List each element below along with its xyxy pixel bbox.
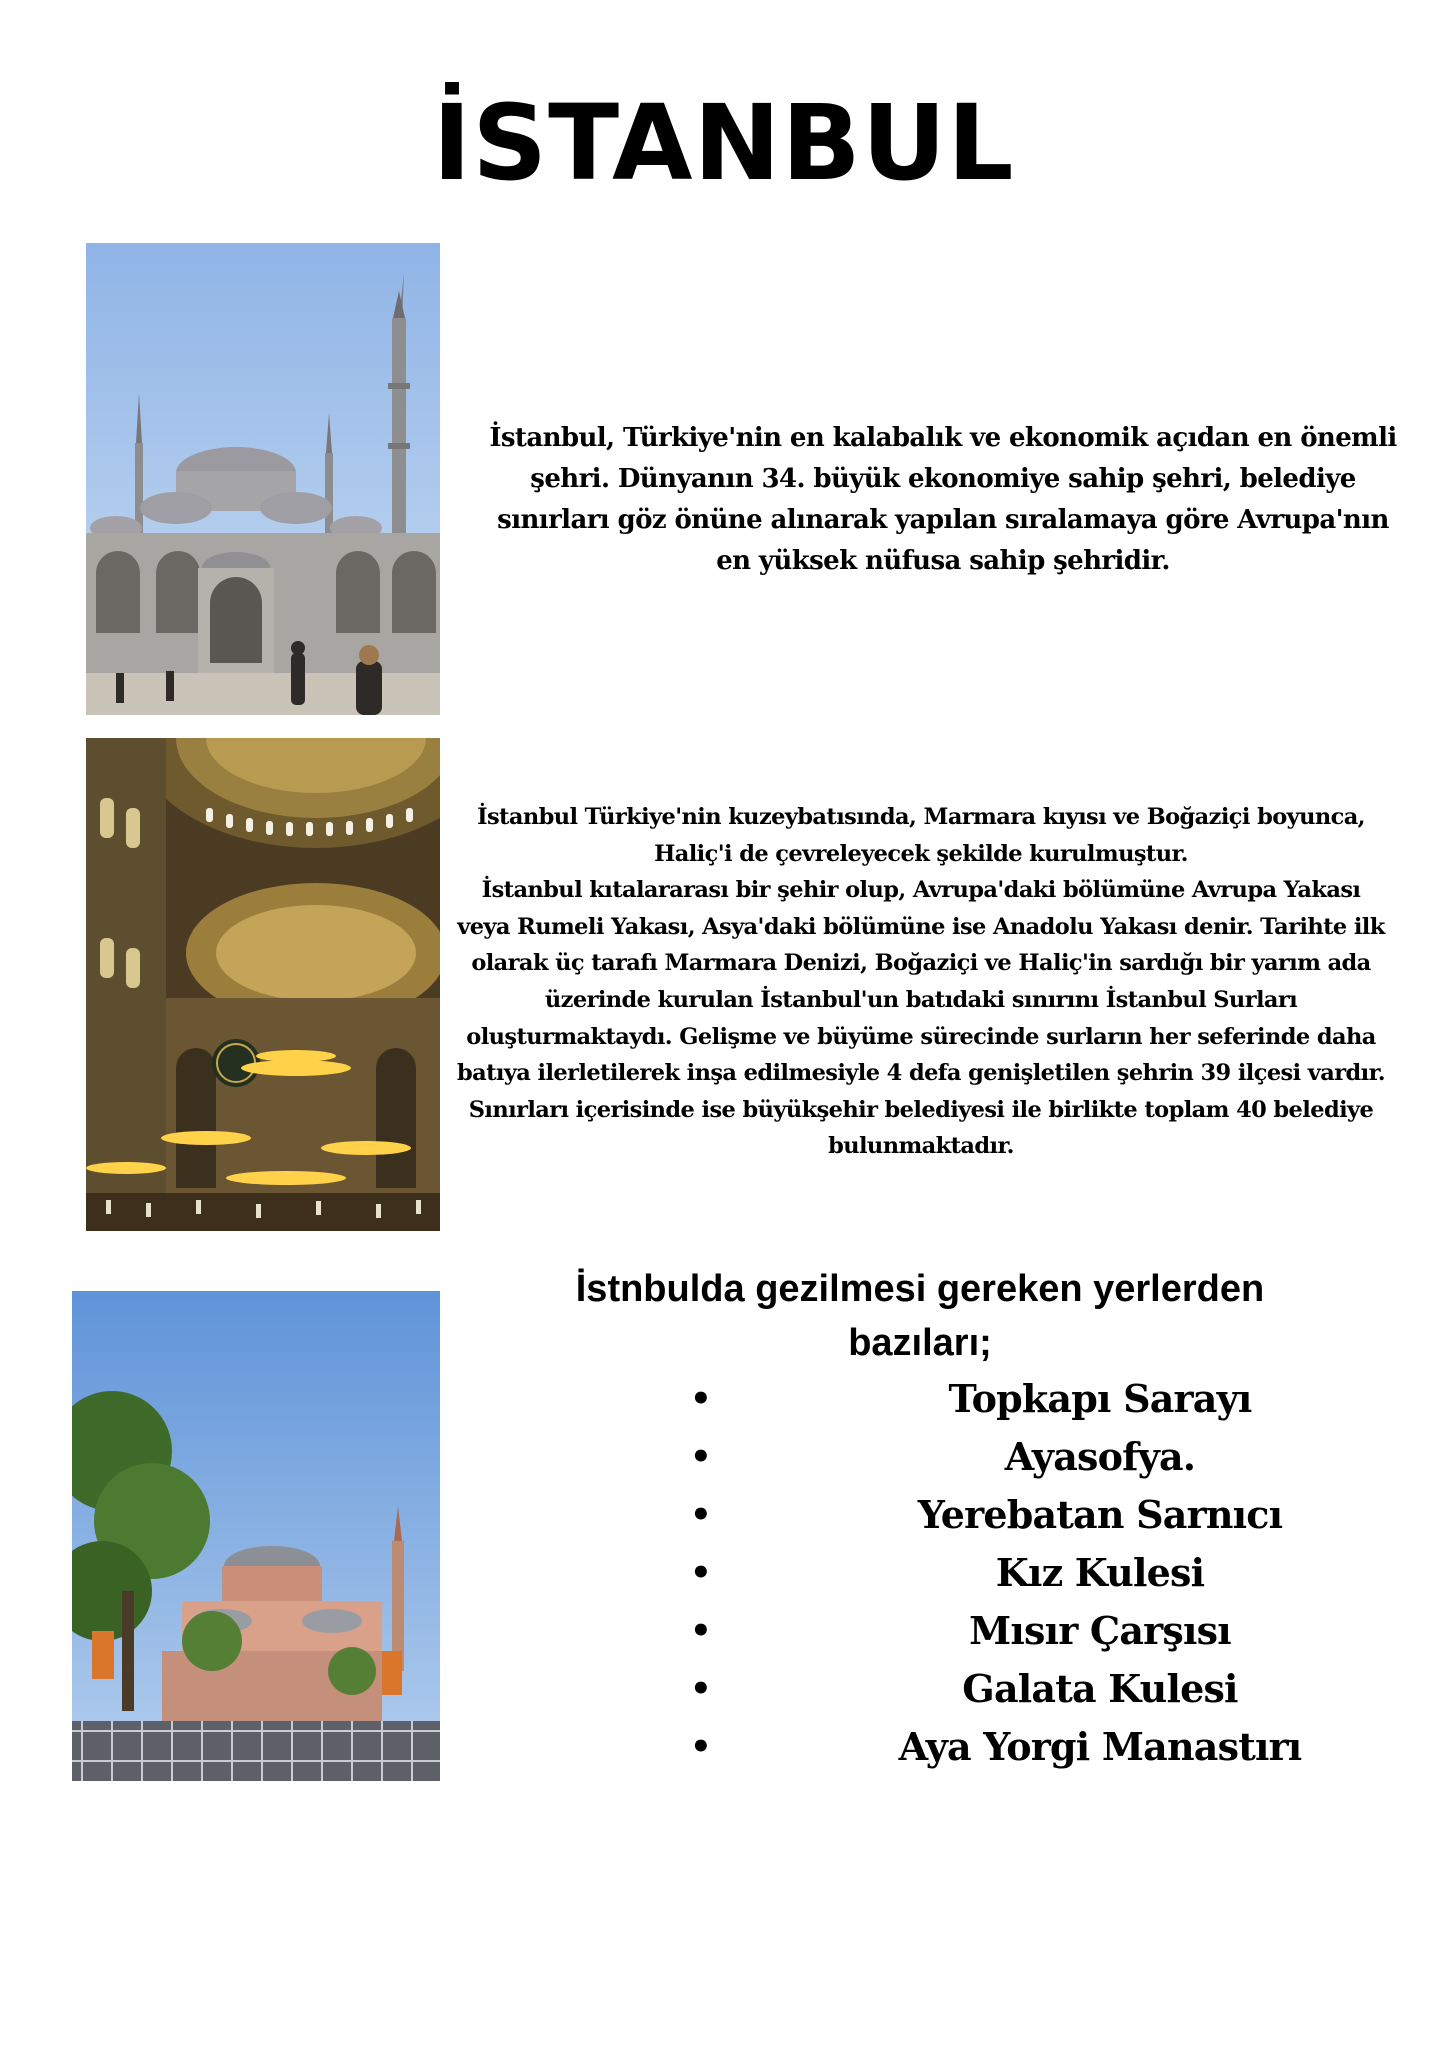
- list-item: [690, 1486, 1447, 1544]
- hagia-sophia-exterior-photo: [72, 1291, 440, 1781]
- list-item: [690, 1370, 1447, 1428]
- bullet-icon: •: [690, 1727, 711, 1767]
- page-title: İSTANBUL: [432, 82, 1015, 204]
- place-name: Mısır Çarşısı: [969, 1608, 1231, 1653]
- intro-paragraph: İstanbul, Türkiye'nin en kalabalık ve ekonomik açıdan en önemli şehri. Dünyanın 34. büyük ekonomiye sahip şehri, belediye sınırları göz önüne alınarak yapılan sıralamaya göre Avrupa'nın en yüksek nüfusa sahip şehridir.: [489, 423, 1397, 576]
- list-item: [690, 1718, 1447, 1776]
- mosque-courtyard-photo: [86, 243, 440, 715]
- place-name: Kız Kulesi: [995, 1550, 1205, 1595]
- history-paragraph-line: İstanbul kıtalararası bir şehir olup, Avrupa'daki bölümüne Avrupa Yakası veya Rumeli Yakası, Asya'daki bölümüne ise Anadolu Yakası denir. Tarihte ilk olarak üç tarafı Marmara Denizi, Boğaziçi ve Haliç'in sardığı bir yarım ada üzerinde kurulan İstanbul'un batıdaki sınırını İstanbul Surları oluşturmaktaydı. Gelişme ve büyüme sürecinde surların her seferinde daha batıya ilerletilerek inşa edilmesiyle 4 defa genişletilen şehrin 39 ilçesi vardır. Sınırları içerisinde ise büyükşehir belediyesi ile birlikte toplam 40 belediye bulunmaktadır.: [456, 877, 1386, 1160]
- bullet-icon: •: [690, 1437, 711, 1477]
- list-item: [690, 1428, 1447, 1486]
- bullet-icon: •: [690, 1553, 711, 1593]
- place-name: Topkapı Sarayı: [948, 1376, 1252, 1421]
- bullet-icon: •: [690, 1611, 711, 1651]
- places-heading: İstnbulda gezilmesi gereken yerlerden bazıları;: [575, 1268, 1265, 1364]
- history-paragraph-line: İstanbul Türkiye'nin kuzeybatısında, Marmara kıyısı ve Boğaziçi boyunca, Haliç'i de çevreleyecek şekilde kurulmuştur.: [477, 804, 1365, 867]
- bullet-icon: •: [690, 1379, 711, 1419]
- history-paragraph: [456, 799, 1386, 1165]
- list-item: [690, 1602, 1447, 1660]
- bullet-icon: •: [690, 1669, 711, 1709]
- place-name: Yerebatan Sarnıcı: [917, 1492, 1283, 1537]
- place-name: Ayasofya.: [1004, 1434, 1196, 1479]
- places-list: [690, 1370, 1447, 1776]
- hagia-sophia-interior-photo: [86, 738, 440, 1231]
- place-name: Galata Kulesi: [962, 1666, 1238, 1711]
- list-item: [690, 1544, 1447, 1602]
- bullet-icon: •: [690, 1495, 711, 1535]
- place-name: Aya Yorgi Manastırı: [898, 1724, 1302, 1769]
- list-item: [690, 1660, 1447, 1718]
